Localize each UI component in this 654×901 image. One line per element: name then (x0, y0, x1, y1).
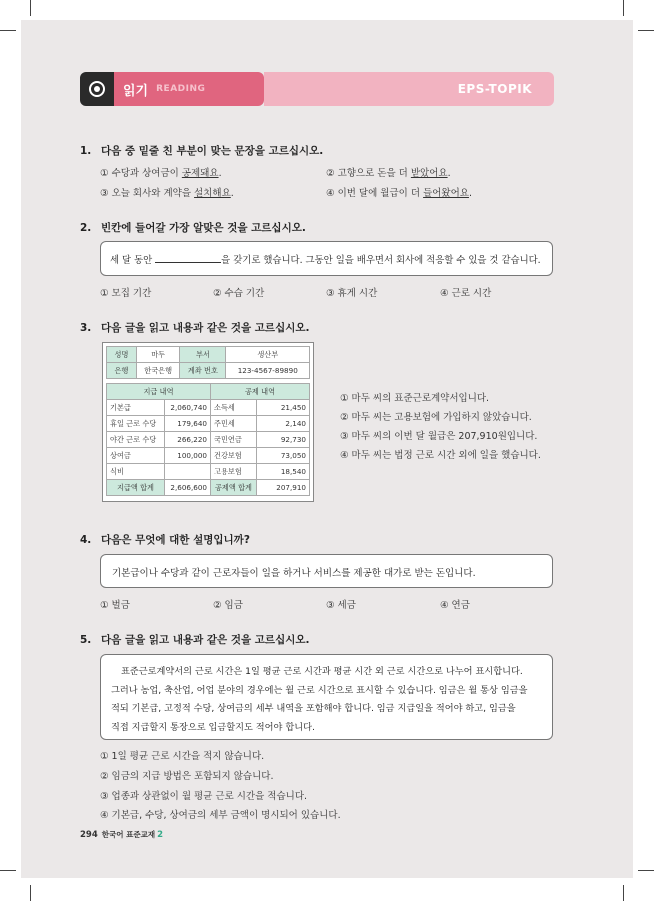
passage-line: 적되 기본급, 고정적 수당, 상여금의 세부 내역을 포함해야 합니다. 임금 지급일을 적어야 하고, 임금을 (111, 703, 516, 714)
table-cell: 2,606,600 (165, 480, 211, 496)
q4-option-3[interactable]: ③ 세금 (326, 600, 356, 611)
q5-option-4[interactable]: ④ 기본급, 수당, 상여금의 세부 금액이 명시되어 있습니다. (100, 810, 341, 821)
table-cell: 마두 (137, 347, 180, 363)
page-footer (80, 829, 163, 840)
passage-text: 을 갖기로 했습니다. 그동안 일을 배우면서 회사에 적응할 수 있을 것 같습니다. (221, 255, 541, 266)
crop-mark (638, 870, 654, 871)
passage-line: 그러나 농업, 축산업, 어업 분야의 경우에는 월 근로 시간으로 표시할 수 있습니다. 임금은 월 통상 임금을 (111, 684, 528, 696)
table-cell: 부서 (180, 347, 226, 363)
crop-mark (638, 30, 654, 31)
q5-option-2[interactable]: ② 임금의 지급 방법은 포함되지 않습니다. (100, 771, 274, 782)
table-cell: 179,640 (165, 416, 211, 432)
option-text: . (230, 188, 234, 199)
option-text: 고향으로 돈을 더 (337, 168, 411, 179)
q1-option-3[interactable] (100, 185, 234, 199)
table-cell: 휴일 근로 수당 (107, 416, 165, 432)
question-number: 1. (80, 145, 92, 157)
book-title: 한국어 표준교재 (101, 830, 156, 839)
table-cell: 266,220 (165, 432, 211, 448)
section-header (80, 72, 554, 106)
table-cell: 식비 (107, 464, 165, 480)
page-number: 294 (80, 830, 98, 840)
volume-number: 2 (157, 830, 163, 840)
question-4 (80, 532, 250, 547)
crop-mark (30, 885, 31, 901)
q4-passage-box (100, 554, 553, 588)
section-title (114, 72, 264, 106)
question-text: 다음은 무엇에 대한 설명입니까? (101, 534, 250, 546)
question-5 (80, 632, 310, 647)
question-number: 2. (80, 222, 92, 234)
table-cell: 생산부 (226, 347, 310, 363)
table-cell: 은행 (107, 363, 137, 379)
passage-line: 직접 지급할지 통장으로 입금할지도 적어야 합니다. (111, 721, 315, 733)
table-cell: 한국은행 (137, 363, 180, 379)
table-cell: 기본급 (107, 400, 165, 416)
table-row (107, 432, 310, 448)
q3-option-3[interactable]: ③ 마두 씨의 이번 달 월급은 207,910원입니다. (340, 431, 538, 442)
reading-icon (80, 72, 114, 106)
question-number: 5. (80, 634, 92, 646)
table-cell: 야간 근로 수당 (107, 432, 165, 448)
option-text: . (468, 188, 472, 199)
table-row (107, 416, 310, 432)
q4-option-2[interactable]: ② 임금 (213, 600, 243, 611)
q3-option-2[interactable]: ② 마두 씨는 고용보험에 가입하지 않았습니다. (340, 412, 532, 423)
table-row (107, 480, 310, 496)
table-cell: 2,140 (257, 416, 310, 432)
underlined-text: 설치해요 (194, 188, 231, 199)
table-cell: 73,050 (257, 448, 310, 464)
brand-label: EPS-TOPIK (457, 82, 532, 96)
option-text: . (218, 168, 222, 179)
q5-option-1[interactable]: ① 1일 평균 근로 시간을 적지 않습니다. (100, 751, 265, 762)
q4-option-1[interactable]: ① 벌금 (100, 600, 130, 611)
q2-option-2[interactable]: ② 수습 기간 (213, 288, 265, 299)
question-text: 빈칸에 들어갈 가장 알맞은 것을 고르십시오. (101, 222, 306, 234)
option-text: 이번 달에 월급이 더 (337, 188, 424, 199)
q5-option-3[interactable]: ③ 업종과 상관없이 월 평균 근로 시간을 적습니다. (100, 791, 308, 802)
crop-mark (623, 0, 624, 16)
underlined-text: 공제돼요 (181, 168, 219, 179)
payslip-table (102, 342, 314, 502)
underlined-text: 들어왔어요 (423, 188, 469, 199)
option-marker: ③ (100, 188, 109, 199)
table-cell: 18,540 (257, 464, 310, 480)
option-text: . (447, 168, 451, 179)
crop-mark (0, 870, 16, 871)
table-row (107, 464, 310, 480)
option-text: 수당과 상여금이 (111, 168, 182, 179)
question-number: 4. (80, 534, 92, 546)
q4-option-4[interactable]: ④ 연금 (440, 600, 470, 611)
table-cell: 소득세 (211, 400, 257, 416)
q2-option-3[interactable]: ③ 휴게 시간 (326, 288, 378, 299)
option-marker: ② (326, 168, 335, 179)
table-cell: 207,910 (257, 480, 310, 496)
section-title-en: READING (156, 84, 206, 94)
table-cell: 100,000 (165, 448, 211, 464)
passage-text: 기본급이나 수당과 같이 근로자들이 일을 하거나 서비스를 제공한 대가로 받는 돈입니다. (112, 568, 476, 579)
q3-option-1[interactable]: ① 마두 씨의 표준근로계약서입니다. (340, 393, 490, 404)
crop-mark (623, 885, 624, 901)
table-cell: 지급액 합계 (107, 480, 165, 496)
question-text: 다음 글을 읽고 내용과 같은 것을 고르십시오. (101, 634, 310, 646)
option-text: 오늘 회사와 계약을 (111, 188, 195, 199)
q2-option-4[interactable]: ④ 근로 시간 (440, 288, 492, 299)
table-cell: 고용보험 (211, 464, 257, 480)
passage-text: 세 달 동안 (110, 255, 156, 266)
crop-mark (30, 0, 31, 16)
table-cell: 계좌 번호 (180, 363, 226, 379)
table-cell: 주민세 (211, 416, 257, 432)
table-cell: 공제액 합계 (211, 480, 257, 496)
q2-option-1[interactable]: ① 모집 기간 (100, 288, 152, 299)
table-cell: 국민연금 (211, 432, 257, 448)
blank-line (155, 262, 221, 263)
table-cell: 123-4567-89890 (226, 363, 310, 379)
table-cell: 건강보험 (211, 448, 257, 464)
q1-option-2[interactable] (326, 165, 451, 179)
table-cell: 2,060,740 (165, 400, 211, 416)
table-row (107, 448, 310, 464)
table-cell: 성명 (107, 347, 137, 363)
table-cell: 21,450 (257, 400, 310, 416)
underlined-text: 받았어요 (410, 168, 448, 179)
crop-mark (0, 30, 16, 31)
q1-option-4[interactable] (326, 185, 472, 199)
question-1 (80, 143, 323, 158)
table-header: 공제 내역 (211, 384, 310, 400)
question-text: 다음 글을 읽고 내용과 같은 것을 고르십시오. (101, 322, 310, 334)
q3-option-4[interactable]: ④ 마두 씨는 법정 근로 시간 외에 일을 했습니다. (340, 450, 541, 461)
option-marker: ① (100, 168, 109, 179)
question-text: 다음 중 밑줄 친 부분이 맞는 문장을 고르십시오. (101, 145, 324, 157)
section-title-ko: 읽기 (123, 83, 149, 99)
passage-line: 표준근로계약서의 근로 시간은 1일 평균 근로 시간과 평균 시간 외 근로 시간으로 나누어 표시합니다. (121, 666, 523, 677)
table-header: 지급 내역 (107, 384, 211, 400)
q1-option-1[interactable] (100, 165, 222, 179)
option-marker: ④ (326, 188, 335, 199)
question-3 (80, 320, 310, 335)
q2-passage-box (100, 241, 553, 276)
q5-passage-box (100, 654, 553, 740)
table-cell: 상여금 (107, 448, 165, 464)
table-cell (165, 464, 211, 480)
question-2 (80, 220, 306, 235)
question-number: 3. (80, 322, 92, 334)
brand-bar (264, 72, 554, 106)
table-row (107, 400, 310, 416)
table-cell: 92,730 (257, 432, 310, 448)
